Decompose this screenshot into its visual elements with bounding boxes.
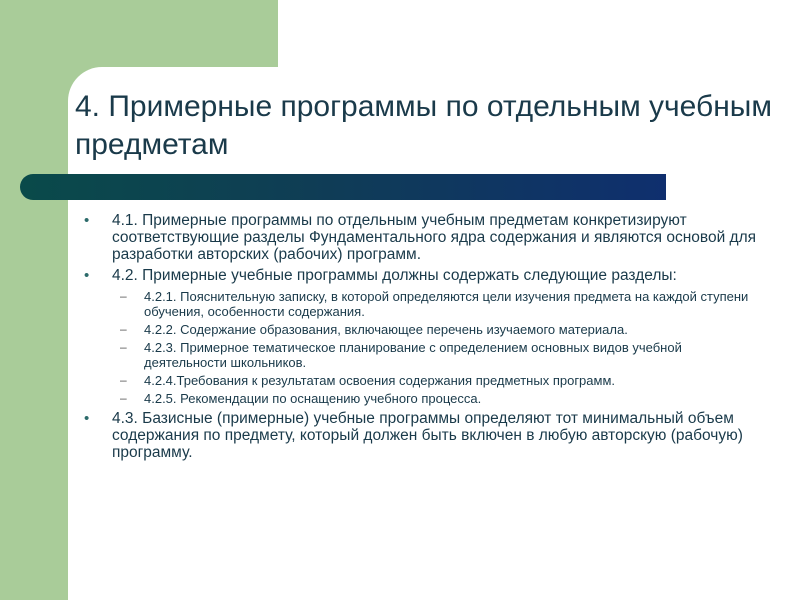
bullet-icon: • (84, 212, 90, 229)
sub-list (80, 289, 760, 406)
sub-list-item-text: 4.2.5. Рекомендации по оснащению учебного процесса. (144, 391, 482, 406)
sub-list-item-text: 4.2.1. Пояснительную записку, в которой определяются цели изучения предмета на каждой ступени обучения, особенности содержания. (144, 289, 749, 319)
bullet-icon: • (84, 267, 90, 284)
dash-icon: – (120, 373, 127, 387)
title-underline-bar (20, 174, 666, 200)
sub-list-item (80, 340, 760, 370)
sub-list-item (80, 373, 760, 388)
sub-list-item (80, 289, 760, 319)
dash-icon: – (120, 340, 127, 354)
sub-list-item (80, 391, 760, 406)
dash-icon: – (120, 391, 127, 405)
sub-list-item-text: 4.2.3. Примерное тематическое планирование с определением основных видов учебной деятельности школьников. (144, 340, 682, 370)
list-item-text: 4.1. Примерные программы по отдельным учебным предметам конкретизируют соответствующие разделы Фундаментального ядра содержания и являются основой для разработки авторских (рабочих) программ. (112, 212, 757, 263)
bullet-icon: • (84, 410, 90, 427)
dash-icon: – (120, 289, 127, 303)
list-item (80, 410, 760, 461)
sub-list-item (80, 322, 760, 337)
decorative-green-strip (0, 0, 68, 600)
slide-title: 4. Примерные программы по отдельным учебным предметам (75, 90, 772, 161)
slide-body (80, 212, 760, 465)
sub-list-item-text: 4.2.2. Содержание образования, включающее перечень изучаемого материала. (144, 322, 628, 337)
list-item (80, 267, 760, 284)
list-item (80, 212, 760, 263)
sub-list-item-text: 4.2.4.Требования к результатам освоения содержания предметных программ. (144, 373, 616, 388)
list-item-text: 4.2. Примерные учебные программы должны содержать следующие разделы: (112, 267, 677, 284)
list-item-text: 4.3. Базисные (примерные) учебные программы определяют тот минимальный объем содержания по предмету, который должен быть включен в любую авторскую (рабочую) программу. (112, 410, 743, 461)
dash-icon: – (120, 322, 127, 336)
